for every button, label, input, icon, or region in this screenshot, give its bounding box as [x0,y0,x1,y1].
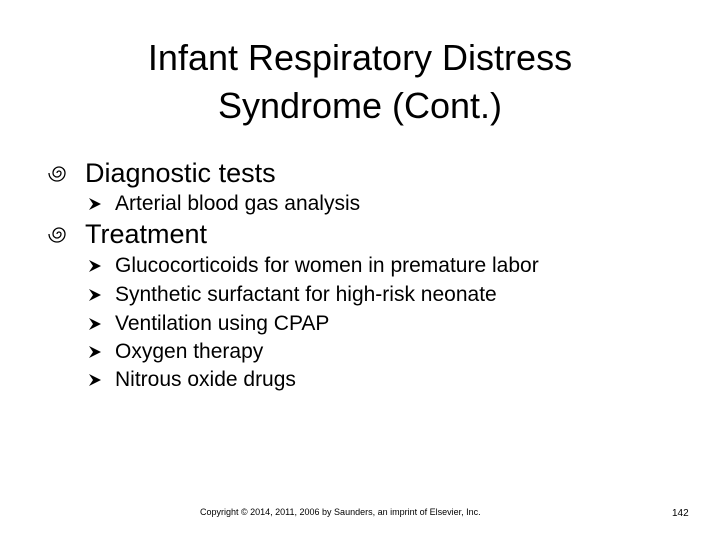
title-line-2: Syndrome (Cont.) [217,85,503,126]
arrowhead-icon [88,345,102,359]
sub-item-text: Nitrous oxide drugs [115,368,296,391]
title-line-1: Infant Respiratory Distress [147,37,573,78]
spiral-icon [48,162,70,184]
arrowhead-icon [88,259,102,273]
slide-title [0,34,720,130]
arrowhead-icon [88,197,102,211]
sub-item-text: Synthetic surfactant for high-risk neonate [115,283,497,306]
arrowhead-icon [88,288,102,302]
section-heading: Diagnostic tests [85,158,276,188]
copyright-notice: Copyright © 2014, 2011, 2006 by Saunders, an imprint of Elsevier, Inc. [200,507,481,517]
section-heading: Treatment [85,219,208,249]
page-number: 142 [672,508,689,519]
arrowhead-icon [88,373,102,387]
arrowhead-icon [88,317,102,331]
sub-item-text: Glucocorticoids for women in premature labor [115,254,539,277]
sub-item-text: Arterial blood gas analysis [115,192,361,215]
sub-item-text: Ventilation using CPAP [115,312,330,335]
sub-item-text: Oxygen therapy [115,340,264,363]
spiral-icon [48,223,70,245]
